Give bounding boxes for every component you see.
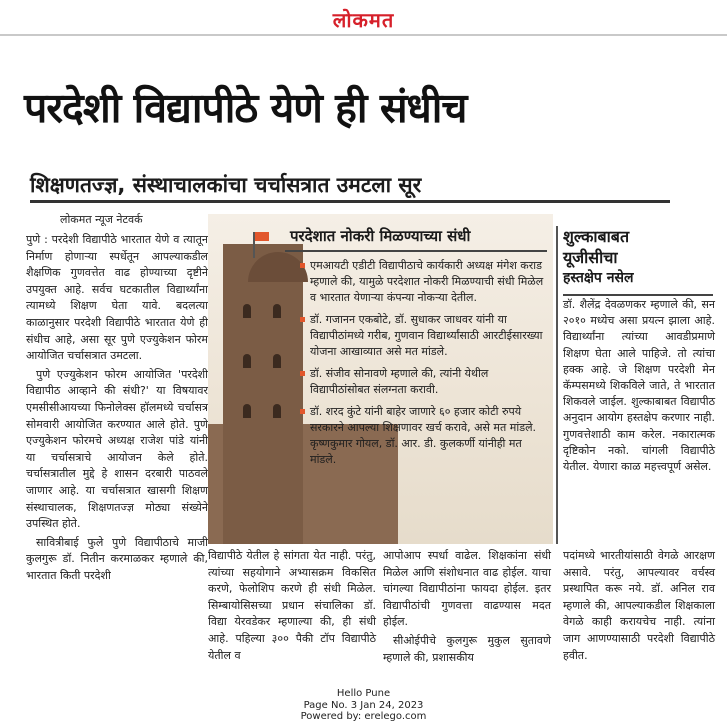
byline: लोकमत न्यूज नेटवर्क [60, 213, 143, 226]
masthead [0, 0, 727, 30]
bullet-item: डॉ. शरद कुंटे यांनी बाहेर जाणारे ६० हजार कोटी रुपये सरकारने आपल्या शिक्षणावर खर्च करावे, असे मत मांडले. कृष्णकुमार गोयल, डॉ. आर. डी. कुलकर्णी यांनीही मत मांडले. [300, 404, 548, 468]
bullet-item: डॉ. गजानन एकबोटे, डॉ. सुधाकर जाधवर यांनी या विद्यापीठांमध्ये गरीब, गुणवान विद्यार्थ्यांसाठी आरटीईसारख्या योजना आखाव्यात असे मत मांडले. [300, 312, 548, 360]
box-title-underline [285, 250, 547, 252]
sidebar-heading-line: यूजीसीचा [563, 248, 618, 267]
tower-window [273, 354, 281, 368]
tower-dome [248, 252, 308, 282]
lokmat-logo: लोकमत [332, 8, 395, 32]
page-footer [0, 688, 727, 723]
paragraph: सीओईपीचे कुलगुरू मुकुल सुतावणे म्हणाले की, प्रशासकीय [383, 633, 551, 664]
tower-window [243, 354, 251, 368]
article-column-4: पदांमध्ये भारतीयांसाठी वेगळे आरक्षण असावे. परंतु, आपल्यावर वर्चस्व प्रस्थापित करू नये. डॉ. अनिल राव म्हणाले की, आपल्याकडील शिक्षकाला वेगळे काही करायचेच नाही. त्यांना जाग आणण्यासाठी परदेशी विद्यापीठे हवीत. [563, 549, 715, 662]
sidebar-heading-underline [563, 294, 713, 296]
column-separator [556, 226, 558, 544]
footer-powered-by: Powered by: erelego.com [300, 711, 427, 722]
paragraph: सावित्रीबाई फुले पुणे विद्यापीठाचे माजी कुलगुरू डॉ. नितीन करमाळकर म्हणाले की, भारतात किती परदेशी [26, 535, 208, 582]
footer-edition: Hello Pune [336, 688, 391, 699]
tower-window [243, 404, 251, 418]
footer-page-date: Page No. 3 Jan 24, 2023 [303, 699, 424, 711]
paragraph: पुणे एज्युकेशन फोरम आयोजित 'परदेशी विद्यापीठ आव्हाने की संधी?' या विषयावर एमसीसीआयच्या फिनोलेक्स हॉलमध्ये चर्चासत्र सोमवारी आयोजित करण्यात आले होते. पुणे एज्युकेशन फोरमचे अध्यक्ष राजेश पांडे यांनी या चर्चासत्राचे आयोजन केले होते. चर्चासत्रातील मुद्दे हे शासन दरबारी पाठवले जाणार आहे. या चर्चासत्रात खासगी शिक्षण संस्थाचालक, शिक्षणतज्ज्ञ मोठ्या संख्येने उपस्थित होते. [26, 367, 208, 531]
box-bullet-list [300, 258, 548, 474]
sidebar-body: डॉ. शैलेंद्र देवळणकर म्हणाले की, सन २०१० मध्येच असा प्रयत्न झाला आहे. विद्यार्थ्यांना त्यांच्या आवडीप्रमाणे शिक्षण घेता आले पाहिजे. तो त्यांचा हक्क आहे. जे शिक्षण परदेशी मेन कॅम्पसमध्ये शिकविले जाते, ते भारतात शिकवले जाईल. शुल्काबाबत विद्यापीठ अनुदान आयोग हस्तक्षेप करणार नाही. गुणवत्तेशाठी काम करेल. नकारात्मक दृष्टिकोन नको. चांगली विद्यापीठे येतील. येणारा काळ महत्त्वपूर्ण असेल. [563, 298, 715, 474]
tower-window [273, 304, 281, 318]
tower-window [273, 404, 281, 418]
box-title: परदेशात नोकरी मिळण्याच्या संधी [290, 227, 471, 245]
tower-window [243, 304, 251, 318]
article-column-3 [383, 548, 551, 668]
paragraph: आपोआप स्पर्धा वाढेल. शिक्षकांना संधी मिळेल आणि संशोधनात वाढ होईल. याचा चांगल्या विद्यापीठांना फायदा होईल. इतर विद्यापीठांची गुणवत्ता वाढण्यास मदत होईल. [383, 549, 551, 629]
article-subhead: शिक्षणतज्ज्ञ, संस्थाचालकांचा चर्चासत्रात उमटला सूर [30, 173, 422, 197]
subhead-underline [30, 200, 670, 203]
bullet-item: एमआयटी एडीटी विद्यापीठाचे कार्यकारी अध्यक्ष मंगेश कराड म्हणाले की, यामुळे परदेशात नोकरी मिळण्याची संधी मिळेल व भारतात येणाऱ्या कंपन्या नोकऱ्या देतील. [300, 258, 548, 306]
bullet-item: डॉ. संजीव सोनावणे म्हणाले की, त्यांनी येथील विद्यापीठांसोबत संलग्नता करावी. [300, 366, 548, 398]
flag-icon [255, 232, 269, 241]
masthead-divider [0, 34, 727, 36]
article-column-2: विद्यापीठे येतील हे सांगता येत नाही. परंतु, त्यांच्या सहयोगाने अभ्यासक्रम विकसित करणे, फेलोशिप करणे ही संधी मिळेल. सिम्बायोसिसच्या प्रधान संचालिका डॉ. विद्या येरवडेकर म्हणाल्या की, ही संधी आहे. पहिल्या ३०० पैकी टॉप विद्यापीठे येतील व [208, 549, 376, 662]
sidebar-heading-line: हस्तक्षेप नसेल [563, 270, 634, 286]
article-column-1 [26, 232, 208, 586]
sidebar-heading [563, 226, 713, 289]
paragraph: पुणे : परदेशी विद्यापीठे भारतात येणे व त्यातून निर्माण होणाऱ्या स्पर्धेतून आपल्याकडील शैक्षणिक गुणवत्तेत वाढ होण्याच्या दृष्टीने उपयुक्त आहे. सर्वच घटकातील विद्यार्थ्यांना त्यामध्ये शिक्षण घेता यावे. बदलत्या काळानुसार परदेशी विद्यापीठे भारतात येणे ही संधीच आहे, असा सूर पुणे एज्युकेशन फोरम आयोजित चर्चासत्रात उमटला. [26, 233, 208, 363]
sidebar-heading-line: शुल्काबाबत [563, 227, 630, 246]
article-headline: परदेशी विद्यापीठे येणे ही संधीच [24, 84, 467, 132]
clock-tower [223, 244, 303, 544]
